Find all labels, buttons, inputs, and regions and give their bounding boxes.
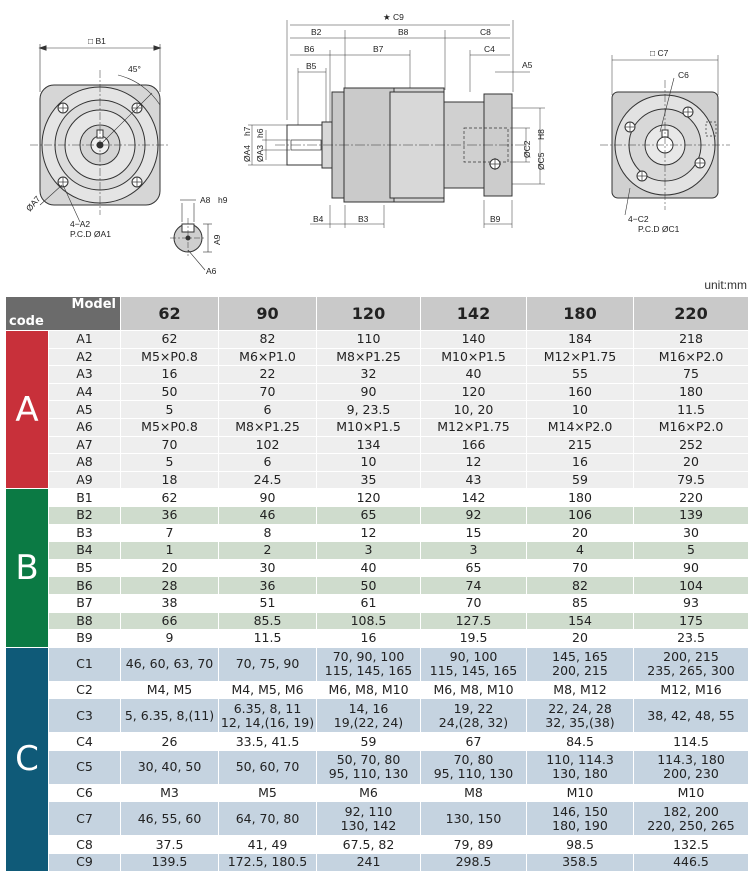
- label-c8: C8: [480, 27, 491, 37]
- cell-a2-90: M6×P1.0: [219, 348, 317, 366]
- cell-b2-220: 139: [634, 506, 749, 524]
- cell-a6-220: M16×P2.0: [634, 418, 749, 436]
- cell-b3-90: 8: [219, 524, 317, 542]
- cell-c3-220: 38, 42, 48, 55: [634, 699, 749, 733]
- cell-c4-142: 67: [421, 733, 527, 751]
- cell-c3-120: 14, 16 19,(22, 24): [317, 699, 421, 733]
- cell-a1-180: 184: [527, 331, 634, 349]
- table-row: [6, 454, 749, 472]
- cell-c8-142: 79, 89: [421, 836, 527, 854]
- cell-a5-180: 10: [527, 401, 634, 419]
- cell-c6-180: M10: [527, 784, 634, 802]
- row-code-a1: A1: [49, 331, 121, 349]
- cell-b7-180: 85: [527, 594, 634, 612]
- cell-c7-62: 46, 55, 60: [121, 802, 219, 836]
- cell-b1-62: 62: [121, 489, 219, 507]
- label-pcd-a1: P.C.D ØA1: [70, 229, 111, 239]
- cell-a7-120: 134: [317, 436, 421, 454]
- cell-b9-220: 23.5: [634, 630, 749, 648]
- cell-a6-120: M10×P1.5: [317, 418, 421, 436]
- label-b9: B9: [490, 214, 501, 224]
- table-row: [6, 348, 749, 366]
- table-row: [6, 506, 749, 524]
- cell-b1-180: 180: [527, 489, 634, 507]
- cell-a3-142: 40: [421, 366, 527, 384]
- cell-c7-220: 182, 200 220, 250, 265: [634, 802, 749, 836]
- table-row: [6, 681, 749, 699]
- cell-a8-180: 16: [527, 454, 634, 472]
- model-header-62: 62: [121, 297, 219, 331]
- cell-c9-142: 298.5: [421, 854, 527, 872]
- cell-a9-142: 43: [421, 471, 527, 489]
- cell-a9-90: 24.5: [219, 471, 317, 489]
- row-code-a2: A2: [49, 348, 121, 366]
- cell-a1-142: 140: [421, 331, 527, 349]
- cell-b6-62: 28: [121, 577, 219, 595]
- cell-b6-120: 50: [317, 577, 421, 595]
- row-code-a9: A9: [49, 471, 121, 489]
- cell-a8-142: 12: [421, 454, 527, 472]
- model-header-120: 120: [317, 297, 421, 331]
- cell-c1-120: 70, 90, 100 115, 145, 165: [317, 647, 421, 681]
- cell-b6-180: 82: [527, 577, 634, 595]
- cell-a4-142: 120: [421, 383, 527, 401]
- cell-b3-142: 15: [421, 524, 527, 542]
- label-b2: B2: [311, 27, 322, 37]
- cell-b4-120: 3: [317, 542, 421, 560]
- cell-b7-62: 38: [121, 594, 219, 612]
- cell-b7-90: 51: [219, 594, 317, 612]
- label-a3: ØA3: [255, 144, 265, 162]
- cell-c2-220: M12, M16: [634, 681, 749, 699]
- cell-a9-120: 35: [317, 471, 421, 489]
- table-row: [6, 542, 749, 560]
- cell-b4-180: 4: [527, 542, 634, 560]
- star-marker: ★: [383, 12, 391, 22]
- row-code-c1: C1: [49, 647, 121, 681]
- row-code-b5: B5: [49, 559, 121, 577]
- cell-a1-62: 62: [121, 331, 219, 349]
- cell-b4-62: 1: [121, 542, 219, 560]
- cell-c7-180: 146, 150 180, 190: [527, 802, 634, 836]
- cell-a5-142: 10, 20: [421, 401, 527, 419]
- cell-a7-180: 215: [527, 436, 634, 454]
- table-row: [6, 750, 749, 784]
- cell-c4-62: 26: [121, 733, 219, 751]
- cell-c9-62: 139.5: [121, 854, 219, 872]
- row-code-b9: B9: [49, 630, 121, 648]
- cell-a4-90: 70: [219, 383, 317, 401]
- row-code-b8: B8: [49, 612, 121, 630]
- cell-c6-62: M3: [121, 784, 219, 802]
- cell-b4-142: 3: [421, 542, 527, 560]
- table-row: [6, 489, 749, 507]
- spec-table-body: [6, 331, 749, 872]
- cell-a4-220: 180: [634, 383, 749, 401]
- row-code-a4: A4: [49, 383, 121, 401]
- cell-c9-220: 446.5: [634, 854, 749, 872]
- cell-a6-142: M12×P1.75: [421, 418, 527, 436]
- row-code-c5: C5: [49, 750, 121, 784]
- cell-a1-220: 218: [634, 331, 749, 349]
- cell-c1-220: 200, 215 235, 265, 300: [634, 647, 749, 681]
- label-b4: B4: [313, 214, 324, 224]
- cell-a6-180: M14×P2.0: [527, 418, 634, 436]
- cell-a6-62: M5×P0.8: [121, 418, 219, 436]
- cell-b9-180: 20: [527, 630, 634, 648]
- label-a9: A9: [212, 234, 222, 245]
- cell-c5-62: 30, 40, 50: [121, 750, 219, 784]
- row-code-b6: B6: [49, 577, 121, 595]
- cell-b1-220: 220: [634, 489, 749, 507]
- cell-c1-90: 70, 75, 90: [219, 647, 317, 681]
- row-code-b1: B1: [49, 489, 121, 507]
- cell-c1-142: 90, 100 115, 145, 165: [421, 647, 527, 681]
- cell-b7-120: 61: [317, 594, 421, 612]
- side-view-drawing: [248, 20, 545, 228]
- label-b3: B3: [358, 214, 369, 224]
- table-row: [6, 366, 749, 384]
- cell-c4-180: 84.5: [527, 733, 634, 751]
- row-code-c2: C2: [49, 681, 121, 699]
- row-code-a5: A5: [49, 401, 121, 419]
- table-row: [6, 784, 749, 802]
- cell-a7-142: 166: [421, 436, 527, 454]
- cell-a3-220: 75: [634, 366, 749, 384]
- label-c4: C4: [484, 44, 495, 54]
- cell-a8-120: 10: [317, 454, 421, 472]
- cell-c2-180: M8, M12: [527, 681, 634, 699]
- label-c6: C6: [678, 70, 689, 80]
- cell-a2-62: M5×P0.8: [121, 348, 219, 366]
- row-code-b4: B4: [49, 542, 121, 560]
- cell-a6-90: M8×P1.25: [219, 418, 317, 436]
- label-pcd-c1: P.C.D ØC1: [638, 224, 680, 234]
- cell-b3-120: 12: [317, 524, 421, 542]
- label-c5: ØC5: [536, 152, 546, 170]
- cell-c4-220: 114.5: [634, 733, 749, 751]
- cell-a4-120: 90: [317, 383, 421, 401]
- label-c2: ØC2: [522, 140, 532, 158]
- model-header-180: 180: [527, 297, 634, 331]
- table-header-row: [6, 297, 749, 331]
- cell-b1-90: 90: [219, 489, 317, 507]
- cell-b9-142: 19.5: [421, 630, 527, 648]
- cell-c9-90: 172.5, 180.5: [219, 854, 317, 872]
- cell-b1-120: 120: [317, 489, 421, 507]
- cell-c6-120: M6: [317, 784, 421, 802]
- cell-b1-142: 142: [421, 489, 527, 507]
- cell-c4-120: 59: [317, 733, 421, 751]
- cell-c3-62: 5, 6.35, 8,(11): [121, 699, 219, 733]
- table-row: [6, 630, 749, 648]
- cell-c5-220: 114.3, 180 200, 230: [634, 750, 749, 784]
- cell-c8-180: 98.5: [527, 836, 634, 854]
- row-code-c4: C4: [49, 733, 121, 751]
- row-code-c6: C6: [49, 784, 121, 802]
- group-label-b: B: [6, 489, 49, 647]
- cell-b8-142: 127.5: [421, 612, 527, 630]
- cell-b5-62: 20: [121, 559, 219, 577]
- front-view-drawing: [30, 44, 170, 222]
- table-row: [6, 854, 749, 872]
- cell-b6-90: 36: [219, 577, 317, 595]
- cell-c5-180: 110, 114.3 130, 180: [527, 750, 634, 784]
- cell-c3-180: 22, 24, 28 32, 35,(38): [527, 699, 634, 733]
- cell-c4-90: 33.5, 41.5: [219, 733, 317, 751]
- cell-b2-62: 36: [121, 506, 219, 524]
- cell-b5-120: 40: [317, 559, 421, 577]
- cell-a7-220: 252: [634, 436, 749, 454]
- table-row: [6, 418, 749, 436]
- unit-label: unit:mm: [704, 278, 747, 292]
- row-code-a6: A6: [49, 418, 121, 436]
- cell-a2-180: M12×P1.75: [527, 348, 634, 366]
- cell-a8-220: 20: [634, 454, 749, 472]
- cell-c5-120: 50, 70, 80 95, 110, 130: [317, 750, 421, 784]
- row-code-c3: C3: [49, 699, 121, 733]
- cell-b8-220: 175: [634, 612, 749, 630]
- label-b5: B5: [306, 61, 317, 71]
- cell-c5-142: 70, 80 95, 110, 130: [421, 750, 527, 784]
- label-b8: B8: [398, 27, 409, 37]
- row-code-a7: A7: [49, 436, 121, 454]
- cell-c9-120: 241: [317, 854, 421, 872]
- cell-c1-62: 46, 60, 63, 70: [121, 647, 219, 681]
- cell-a8-90: 6: [219, 454, 317, 472]
- cell-b9-120: 16: [317, 630, 421, 648]
- cell-c7-90: 64, 70, 80: [219, 802, 317, 836]
- cell-b8-90: 85.5: [219, 612, 317, 630]
- label-a5: A5: [522, 60, 533, 70]
- table-row: [6, 802, 749, 836]
- cell-a8-62: 5: [121, 454, 219, 472]
- cell-a5-90: 6: [219, 401, 317, 419]
- cell-a2-142: M10×P1.5: [421, 348, 527, 366]
- label-h6: h6: [255, 128, 265, 138]
- cell-c8-120: 67.5, 82: [317, 836, 421, 854]
- label-h8: H8: [536, 129, 546, 140]
- table-row: [6, 647, 749, 681]
- table-row: [6, 699, 749, 733]
- row-code-b7: B7: [49, 594, 121, 612]
- cell-a3-120: 32: [317, 366, 421, 384]
- cell-c8-90: 41, 49: [219, 836, 317, 854]
- table-row: [6, 594, 749, 612]
- row-code-b2: B2: [49, 506, 121, 524]
- cell-b8-62: 66: [121, 612, 219, 630]
- label-a7: ØA7: [23, 193, 43, 214]
- cell-b8-120: 108.5: [317, 612, 421, 630]
- cell-b2-142: 92: [421, 506, 527, 524]
- table-row: [6, 836, 749, 854]
- table-row: [6, 331, 749, 349]
- cell-b6-220: 104: [634, 577, 749, 595]
- table-row: [6, 401, 749, 419]
- cell-a9-180: 59: [527, 471, 634, 489]
- cell-a7-90: 102: [219, 436, 317, 454]
- cell-a3-90: 22: [219, 366, 317, 384]
- cell-b2-120: 65: [317, 506, 421, 524]
- model-header-142: 142: [421, 297, 527, 331]
- label-a8: A8: [200, 195, 211, 205]
- dimension-drawings: [0, 0, 755, 275]
- cell-c3-142: 19, 22 24,(28, 32): [421, 699, 527, 733]
- label-h7: h7: [242, 126, 252, 136]
- row-code-c9: C9: [49, 854, 121, 872]
- cell-b5-90: 30: [219, 559, 317, 577]
- rear-view-drawing: [600, 55, 730, 215]
- cell-a4-180: 160: [527, 383, 634, 401]
- cell-a7-62: 70: [121, 436, 219, 454]
- cell-c2-120: M6, M8, M10: [317, 681, 421, 699]
- cell-c2-90: M4, M5, M6: [219, 681, 317, 699]
- cell-c8-220: 132.5: [634, 836, 749, 854]
- table-row: [6, 577, 749, 595]
- cell-c6-142: M8: [421, 784, 527, 802]
- cell-a2-120: M8×P1.25: [317, 348, 421, 366]
- cell-b5-220: 90: [634, 559, 749, 577]
- cell-b3-62: 7: [121, 524, 219, 542]
- cell-c7-142: 130, 150: [421, 802, 527, 836]
- cell-b5-180: 70: [527, 559, 634, 577]
- cell-c2-62: M4, M5: [121, 681, 219, 699]
- label-b1: □ B1: [88, 36, 106, 46]
- cell-a3-62: 16: [121, 366, 219, 384]
- cell-a9-62: 18: [121, 471, 219, 489]
- cell-c8-62: 37.5: [121, 836, 219, 854]
- label-h9: h9: [218, 195, 228, 205]
- row-code-a8: A8: [49, 454, 121, 472]
- table-row: [6, 436, 749, 454]
- cell-c6-90: M5: [219, 784, 317, 802]
- label-c9: C9: [393, 12, 404, 22]
- key-detail-drawing: [170, 200, 212, 270]
- table-row: [6, 733, 749, 751]
- cell-a1-90: 82: [219, 331, 317, 349]
- spec-table: [5, 296, 749, 872]
- cell-b3-180: 20: [527, 524, 634, 542]
- model-header-220: 220: [634, 297, 749, 331]
- row-code-a3: A3: [49, 366, 121, 384]
- label-a6: A6: [206, 266, 217, 275]
- corner-model-label: Model: [71, 297, 116, 312]
- cell-a4-62: 50: [121, 383, 219, 401]
- cell-b4-220: 5: [634, 542, 749, 560]
- group-label-a: A: [6, 331, 49, 489]
- cell-c7-120: 92, 110 130, 142: [317, 802, 421, 836]
- cell-b8-180: 154: [527, 612, 634, 630]
- label-b6: B6: [304, 44, 315, 54]
- label-45deg: 45°: [128, 64, 141, 74]
- cell-b5-142: 65: [421, 559, 527, 577]
- corner-header: [6, 297, 121, 331]
- cell-b4-90: 2: [219, 542, 317, 560]
- cell-c2-142: M6, M8, M10: [421, 681, 527, 699]
- row-code-c7: C7: [49, 802, 121, 836]
- cell-a5-62: 5: [121, 401, 219, 419]
- label-b7: B7: [373, 44, 384, 54]
- table-row: [6, 383, 749, 401]
- cell-a2-220: M16×P2.0: [634, 348, 749, 366]
- label-c7: □ C7: [650, 48, 669, 58]
- row-code-b3: B3: [49, 524, 121, 542]
- cell-b6-142: 74: [421, 577, 527, 595]
- cell-b9-90: 11.5: [219, 630, 317, 648]
- group-label-c: C: [6, 647, 49, 871]
- label-4-c2: 4−C2: [628, 214, 649, 224]
- table-row: [6, 612, 749, 630]
- cell-b9-62: 9: [121, 630, 219, 648]
- corner-code-label: code: [9, 314, 44, 329]
- cell-a5-220: 11.5: [634, 401, 749, 419]
- cell-a9-220: 79.5: [634, 471, 749, 489]
- cell-c3-90: 6.35, 8, 11 12, 14,(16, 19): [219, 699, 317, 733]
- cell-b7-220: 93: [634, 594, 749, 612]
- cell-c1-180: 145, 165 200, 215: [527, 647, 634, 681]
- cell-a3-180: 55: [527, 366, 634, 384]
- cell-b3-220: 30: [634, 524, 749, 542]
- cell-b7-142: 70: [421, 594, 527, 612]
- table-row: [6, 471, 749, 489]
- cell-c6-220: M10: [634, 784, 749, 802]
- table-row: [6, 559, 749, 577]
- label-a4: ØA4: [242, 144, 252, 162]
- cell-c9-180: 358.5: [527, 854, 634, 872]
- cell-b2-180: 106: [527, 506, 634, 524]
- model-header-90: 90: [219, 297, 317, 331]
- cell-b2-90: 46: [219, 506, 317, 524]
- row-code-c8: C8: [49, 836, 121, 854]
- label-4-a2: 4−A2: [70, 219, 91, 229]
- cell-a5-120: 9, 23.5: [317, 401, 421, 419]
- cell-a1-120: 110: [317, 331, 421, 349]
- cell-c5-90: 50, 60, 70: [219, 750, 317, 784]
- table-row: [6, 524, 749, 542]
